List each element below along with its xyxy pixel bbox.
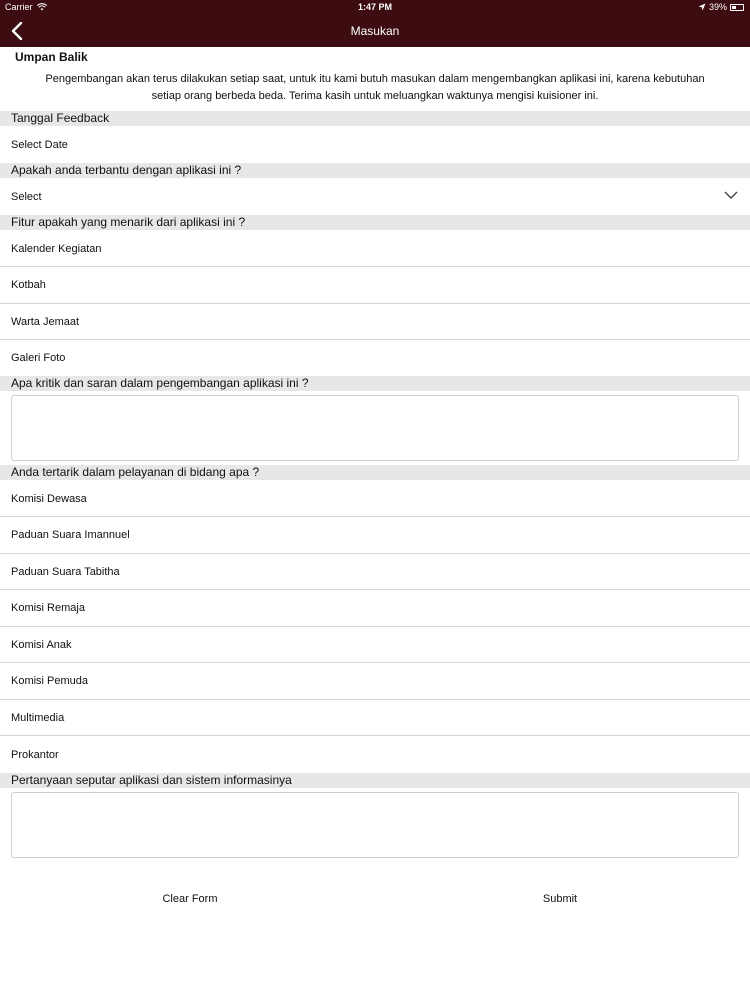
feature-label: Kotbah: [11, 279, 46, 291]
section-service: Anda tertarik dalam pelayanan di bidang apa ?: [0, 465, 750, 480]
battery-icon: [730, 4, 744, 11]
feature-option[interactable]: [0, 231, 750, 267]
battery-percent: 39%: [708, 2, 727, 12]
service-label: Paduan Suara Tabitha: [11, 565, 120, 578]
intro-text: [12, 71, 738, 105]
service-label: Paduan Suara Imannuel: [11, 529, 130, 541]
service-label: Komisi Anak: [11, 638, 72, 651]
status-time: 1:47 PM: [357, 2, 392, 12]
service-option[interactable]: [0, 627, 750, 663]
helped-select[interactable]: [0, 179, 750, 215]
service-option[interactable]: [0, 590, 750, 627]
carrier-label: Carrier: [5, 2, 33, 12]
clear-form-button[interactable]: Clear Form: [162, 893, 218, 905]
service-label: Prokantor: [11, 748, 59, 761]
service-option[interactable]: [0, 700, 750, 736]
location-arrow-icon: [698, 3, 706, 11]
service-label: Komisi Dewasa: [11, 492, 87, 505]
service-option[interactable]: [0, 736, 750, 773]
section-date: Tanggal Feedback: [0, 111, 750, 126]
section-helped: Apakah anda terbantu dengan aplikasi ini ?: [0, 163, 750, 178]
section-features: Fitur apakah yang menarik dari aplikasi ini ?: [0, 215, 750, 230]
intro-line-2: setiap orang berbeda beda. Terima kasih untuk meluangkan waktunya mengisi kuisioner ini.: [151, 90, 599, 102]
feature-option[interactable]: [0, 267, 750, 304]
service-option[interactable]: [0, 517, 750, 554]
feature-option[interactable]: [0, 304, 750, 340]
question-textarea[interactable]: [11, 792, 739, 858]
feature-label: Kalender Kegiatan: [11, 242, 102, 255]
submit-button[interactable]: Submit: [542, 893, 578, 905]
date-picker[interactable]: [0, 127, 750, 163]
feature-label: Galeri Foto: [11, 352, 66, 364]
nav-bar: [0, 15, 750, 47]
page-title: Masukan: [350, 24, 400, 38]
feature-option[interactable]: [0, 340, 750, 376]
intro-line-1: Pengembangan akan terus dilakukan setiap saat, untuk itu kami butuh masukan dalam mengembangkan aplikasi ini, karena kebutuhan: [45, 73, 705, 85]
intro-title: Umpan Balik: [15, 50, 88, 64]
service-label: Komisi Remaja: [11, 602, 85, 614]
status-right: [698, 2, 744, 12]
service-option[interactable]: [0, 481, 750, 517]
service-label: Multimedia: [11, 711, 65, 724]
date-picker-value: Select Date: [11, 139, 68, 151]
section-critique: Apa kritik dan saran dalam pengembangan aplikasi ini ?: [0, 376, 750, 391]
feature-label: Warta Jemaat: [11, 315, 80, 328]
helped-select-value: Select: [11, 191, 42, 203]
status-bar: [0, 0, 750, 15]
service-option[interactable]: [0, 663, 750, 700]
service-label: Komisi Pemuda: [11, 675, 89, 687]
chevron-down-icon: [724, 191, 738, 200]
section-question: Pertanyaan seputar aplikasi dan sistem informasinya: [0, 773, 750, 788]
service-option[interactable]: [0, 554, 750, 590]
critique-textarea[interactable]: [11, 395, 739, 461]
